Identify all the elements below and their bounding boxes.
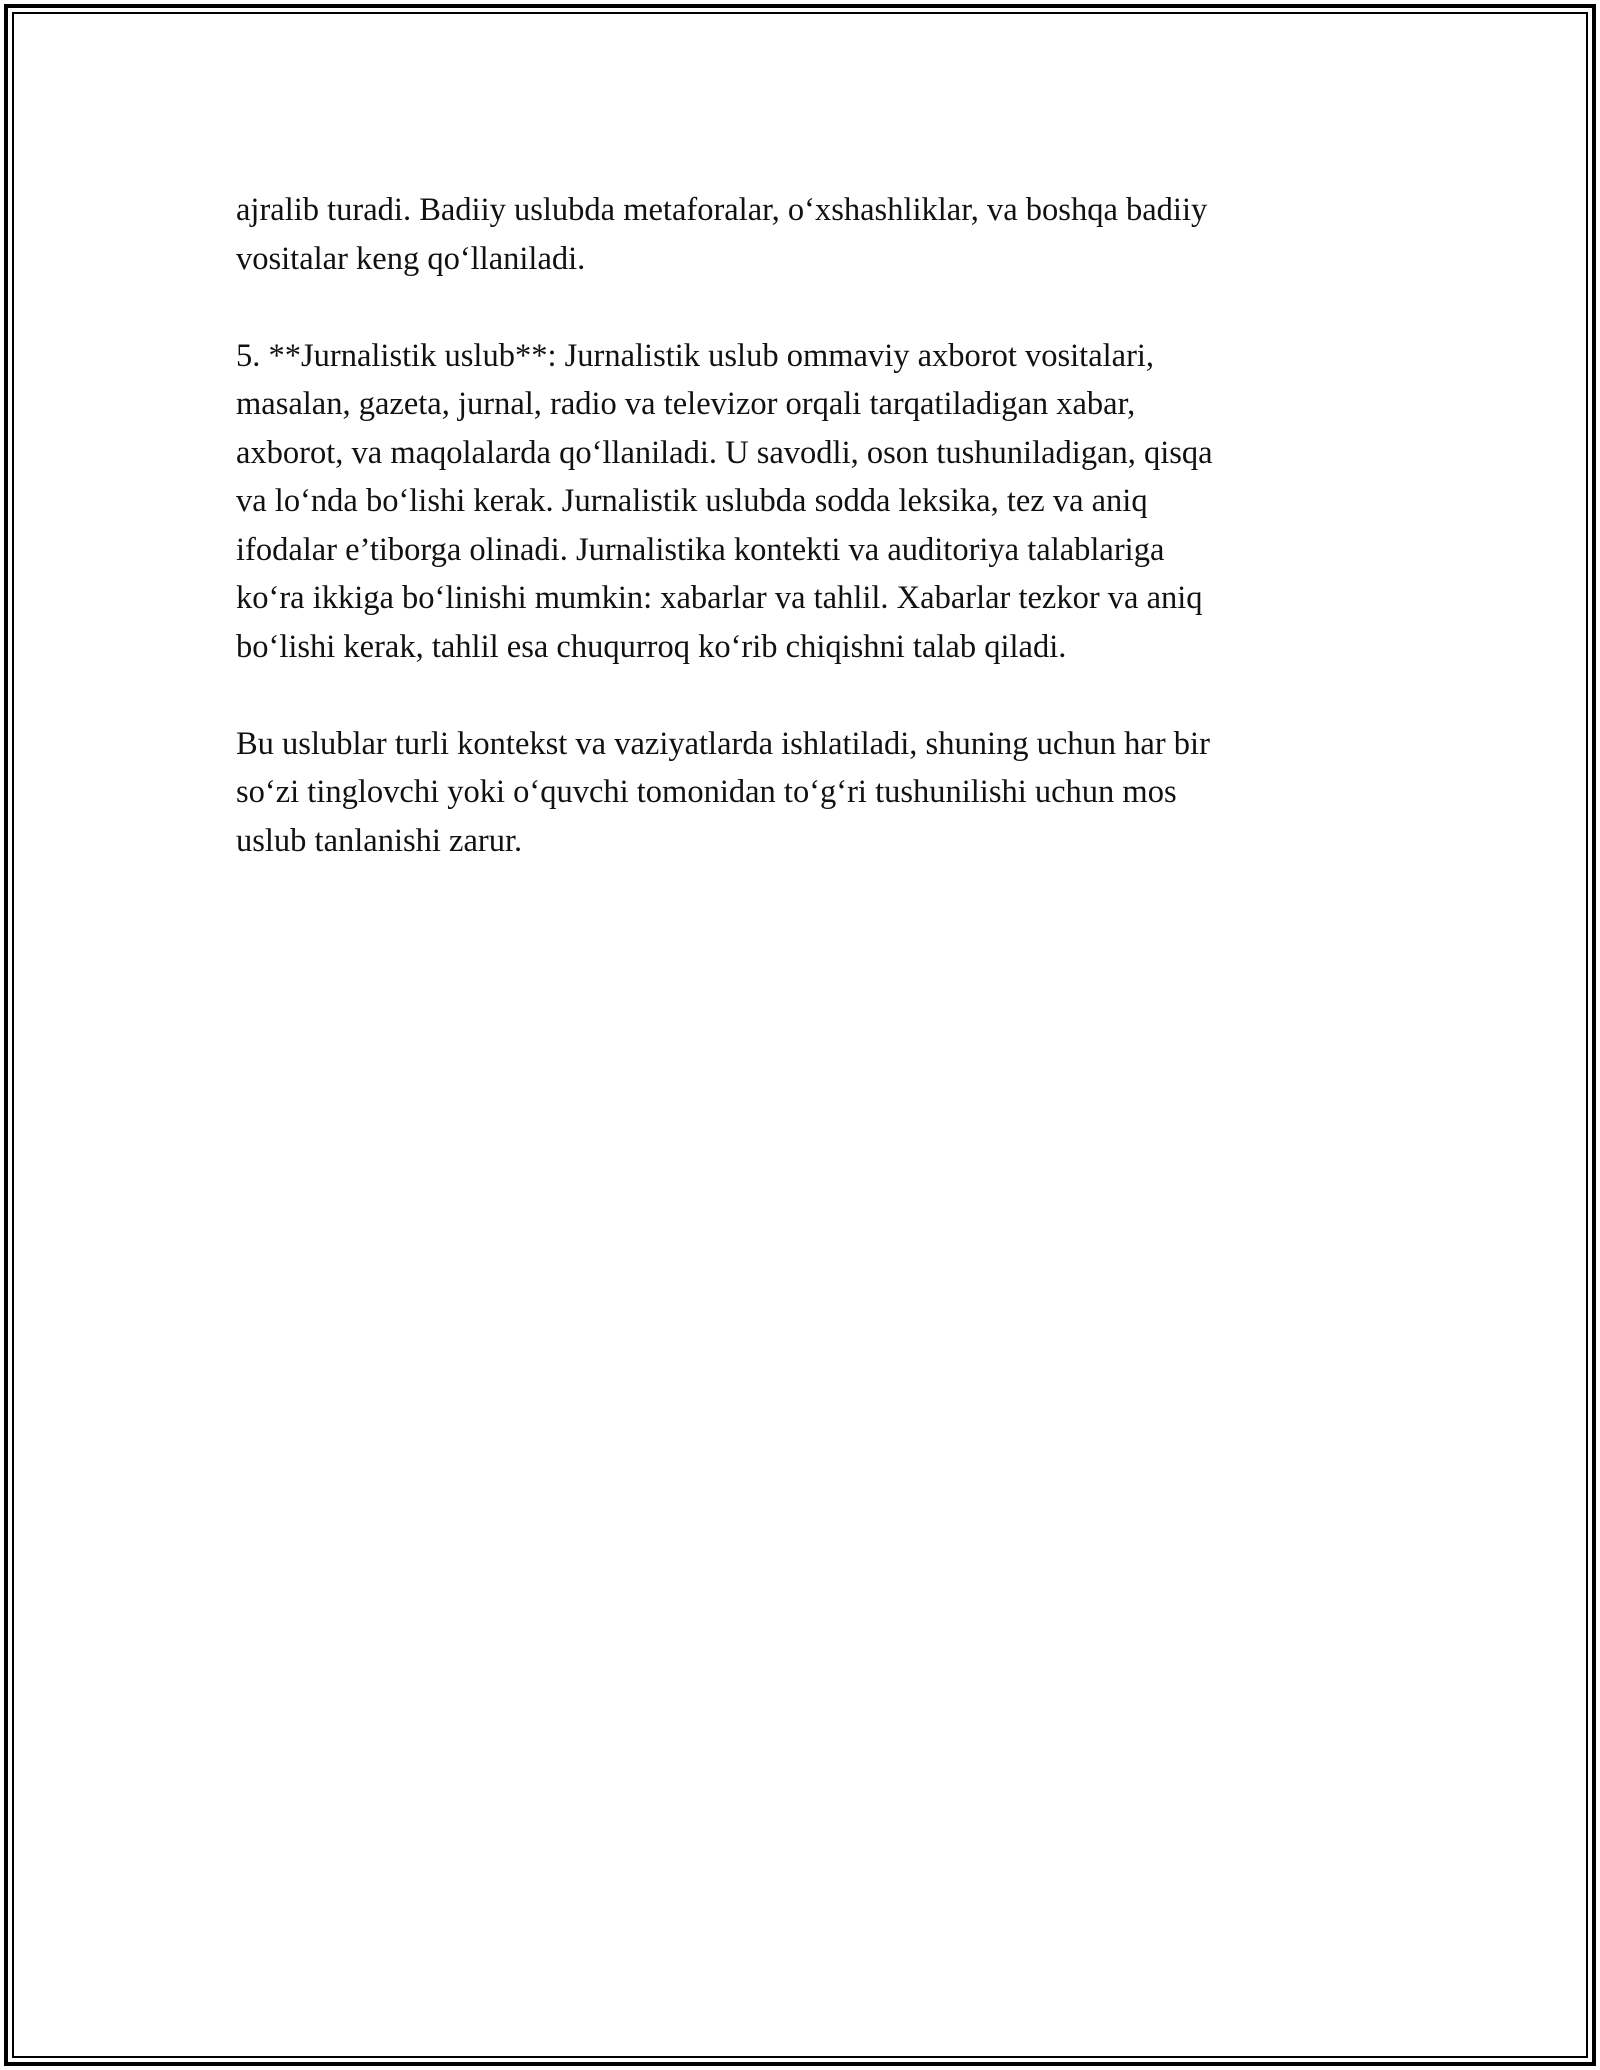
document-body [236, 186, 1376, 914]
paragraph-jurnalistik-uslub: 5. **Jurnalistik uslub**: Jurnalistik uslub ommaviy axborot vositalari, masalan, gazeta, jurnal, radio va televizor orqali tarqatiladigan xabar, axborot, va maqolalarda qo‘llaniladi. U savodli, oson tushuniladigan, qisqa va lo‘nda bo‘lishi kerak. Jurnalistik uslubda sodda leksika, tez va aniq ifodalar e’tiborga olinadi. Jurnalistika kontekti va auditoriya talablariga ko‘ra ikkiga bo‘linishi mumkin: xabarlar va tahlil. Xabarlar tezkor va aniq bo‘lishi kerak, tahlil esa chuqurroq ko‘rib chiqishni talab qiladi. [236, 337, 1213, 665]
paragraph-badiiy-continuation: ajralib turadi. Badiiy uslubda metaforalar, o‘xshashliklar, va boshqa badiiy vositalar keng qo‘llaniladi. [236, 192, 1208, 277]
paragraph-conclusion: Bu uslublar turli kontekst va vaziyatlarda ishlatiladi, shuning uchun har bir so‘zi tinglovchi yoki o‘quvchi tomonidan to‘g‘ri tushunilishi uchun mos uslub tanlanishi zarur. [236, 725, 1210, 859]
